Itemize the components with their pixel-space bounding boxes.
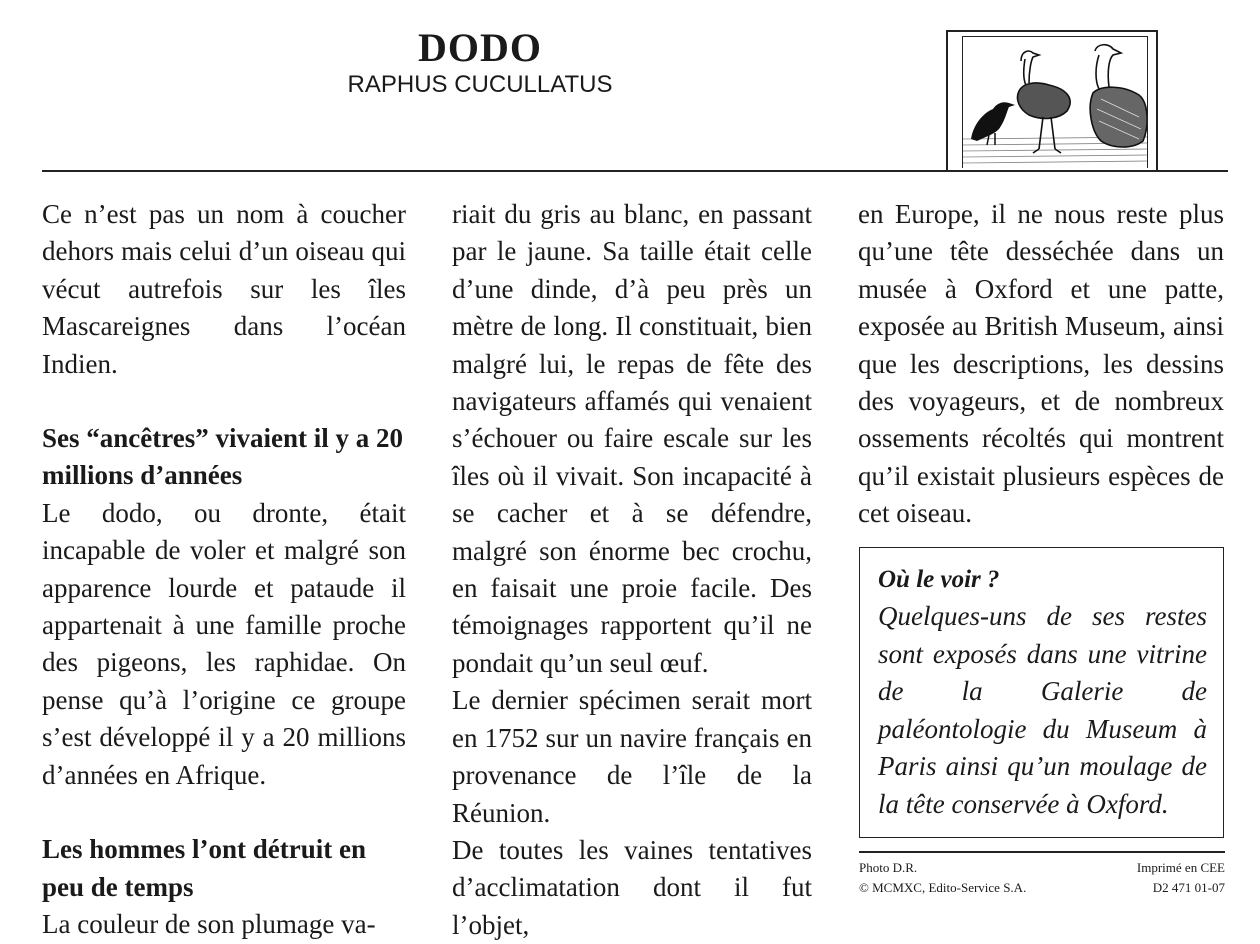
footer-credits [859, 858, 1026, 898]
extinction-paragraph-start: La couleur de son plumage va- [42, 908, 376, 939]
scientific-name: RAPHUS CUCULLATUS [347, 71, 613, 98]
where-to-see-box [859, 547, 1224, 838]
page-title: DODO [418, 25, 542, 70]
intro-paragraph: Ce n’est pas un nom à coucher dehors mais celui d’un oiseau qui vécut autrefois sur les îles Mascareignes dans l’océan Indien. [42, 199, 406, 379]
remains-paragraph: en Europe, il ne nous reste plus qu’une tête desséchée dans un musée à Oxford et une patte, exposée au British Museum, ainsi que les descriptions, les dessins des voyageurs, et de nombreux ossements récoltés qui montrent qu’il existait plusieurs espèces de cet oiseau. [858, 199, 1224, 529]
footer-divider [859, 851, 1225, 853]
box-title: Où le voir ? [878, 566, 1000, 593]
cassowary-icon [1090, 45, 1147, 147]
section-heading-extinction: Les hommes l’ont détruit en peu de temps [42, 834, 366, 902]
column-1 [42, 196, 406, 943]
card-code: D2 471 01-07 [1152, 880, 1225, 895]
copyright: © MCMXC, Edito-Service S.A. [859, 880, 1027, 895]
section-heading-ancestors: Ses “ancêtres” vivaient il y a 20 millions d’années [42, 423, 403, 491]
ancestors-paragraph: Le dodo, ou dronte, était incapable de voler et malgré son apparence lourde et pataude il appartenait à une famille proche des pigeons, les raphidae. On pense qu’à l’origine ce groupe s’est développé il y a 20 millions d’années en Afrique. [42, 497, 406, 790]
acclimatation-paragraph: De toutes les vaines tentatives d’acclimatation dont il fut l’objet, [452, 834, 812, 940]
last-specimen-paragraph: Le dernier spécimen serait mort en 1752 sur un navire français en provenance de l’île de la Réunion. [452, 685, 812, 828]
birds-illustration-icon [962, 36, 1148, 168]
box-text: Quelques-uns de ses restes sont exposés dans une vitrine de la Galerie de paléontologie du Museum à Paris ainsi qu’un moulage de la tête conservée à Oxford. [878, 601, 1207, 819]
extinction-paragraph: riait du gris au blanc, en passant par le jaune. Sa taille était celle d’une dinde, d’à peu près un mètre de long. Il constituait, bien malgré lui, le repas de fête des navigateurs affamés qui venaient s’échouer ou faire escale sur les îles où il vivait. Son incapacité à se cacher et à se défendre, malgré son énorme bec crochu, en faisait une proie facile. Des témoignages rapportent qu’il ne pondait qu’un seul œuf. [452, 199, 812, 678]
photo-credit: Photo D.R. [859, 860, 918, 875]
footer-print-info [1040, 858, 1225, 898]
header-divider [42, 170, 1228, 172]
column-2 [452, 196, 812, 944]
printed-in: Imprimé en CEE [1136, 860, 1225, 875]
column-3 [858, 196, 1224, 533]
